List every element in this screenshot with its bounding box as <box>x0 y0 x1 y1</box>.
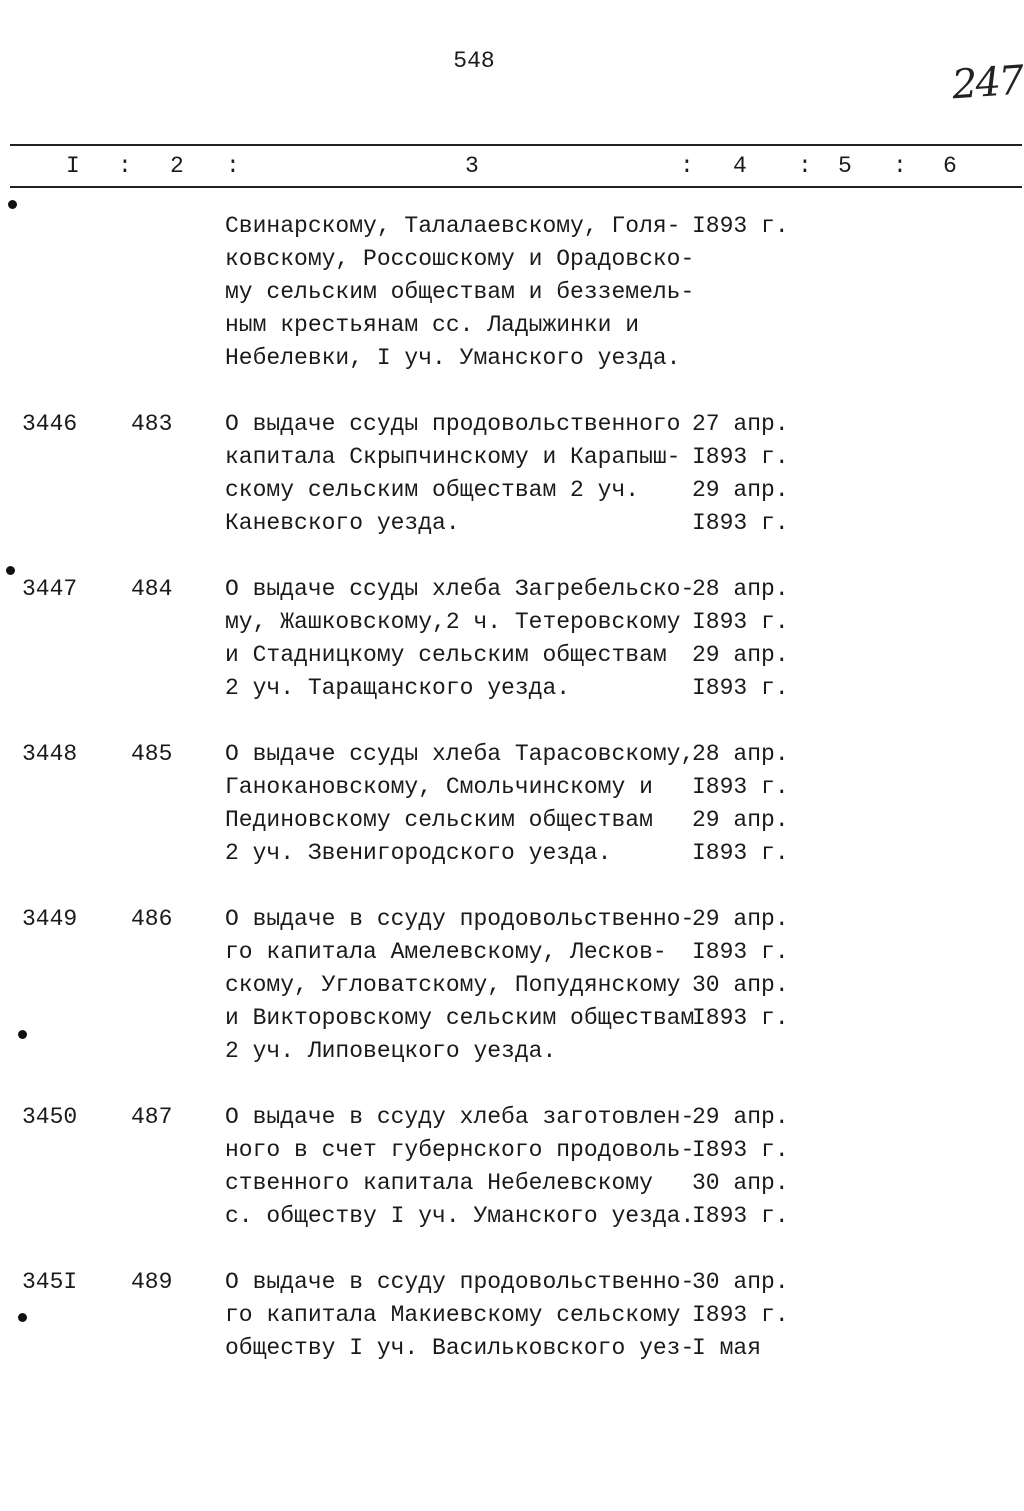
entry-row <box>0 210 1024 375</box>
title-line: го капитала Амелевскому, Лесков- <box>225 939 667 965</box>
title-line: скому, Угловатскому, Попудянскому <box>225 972 681 998</box>
date-line: 30 апр. <box>692 972 789 998</box>
column-separator: : <box>798 153 812 179</box>
date-line: I мая <box>692 1335 762 1361</box>
column-separator: : <box>893 153 907 179</box>
file-number: 484 <box>131 576 173 602</box>
entry-row <box>0 573 1024 705</box>
date-line: 30 апр. <box>692 1170 789 1196</box>
entry-row <box>0 1101 1024 1233</box>
column-header-5: 5 <box>838 153 852 179</box>
scan-dot <box>6 566 15 575</box>
entry-dates <box>692 408 789 540</box>
header-top-rule <box>10 144 1022 146</box>
date-line: 29 апр. <box>692 642 789 668</box>
date-line: I893 г. <box>692 1137 789 1163</box>
entry-number: 3446 <box>22 411 78 437</box>
date-line: I893 г. <box>692 939 789 965</box>
date-line: 29 апр. <box>692 477 789 503</box>
file-number: 487 <box>131 1104 173 1130</box>
title-line: и Викторовскому сельским обществам <box>225 1005 695 1031</box>
title-line: Ганокановскому, Смольчинскому и <box>225 774 653 800</box>
date-line: 29 апр. <box>692 906 789 932</box>
date-line: I893 г. <box>692 1203 789 1229</box>
entry-number: 3449 <box>22 906 78 932</box>
title-line: ковскому, Россошскому и Орадовско- <box>225 246 695 272</box>
file-number: 485 <box>131 741 173 767</box>
column-header-2: 2 <box>170 153 184 179</box>
title-line: и Стадницкому сельским обществам <box>225 642 667 668</box>
file-number: 486 <box>131 906 173 932</box>
column-header-4: 4 <box>733 153 747 179</box>
file-number: 489 <box>131 1269 173 1295</box>
column-separator: : <box>118 153 132 179</box>
entry-title <box>225 903 695 1068</box>
header-bottom-rule <box>10 186 1022 188</box>
column-separator: : <box>680 153 694 179</box>
date-line: 30 апр. <box>692 1269 789 1295</box>
date-line: I893 г. <box>692 213 789 239</box>
date-line: I893 г. <box>692 1302 789 1328</box>
title-line: О выдаче ссуды хлеба Загребельско- <box>225 576 695 602</box>
date-line: 29 апр. <box>692 1104 789 1130</box>
date-line: I893 г. <box>692 675 789 701</box>
entry-title <box>225 210 695 375</box>
date-line: I893 г. <box>692 840 789 866</box>
title-line: го капитала Макиевскому сельскому <box>225 1302 681 1328</box>
date-line: I893 г. <box>692 1005 789 1031</box>
title-line: скому сельским обществам 2 уч. <box>225 477 640 503</box>
date-line: 27 апр. <box>692 411 789 437</box>
date-line: 28 апр. <box>692 741 789 767</box>
date-line: I893 г. <box>692 774 789 800</box>
entry-title <box>225 738 695 870</box>
entry-number: 3448 <box>22 741 78 767</box>
entry-title <box>225 408 687 540</box>
entry-title <box>225 1101 695 1233</box>
entry-dates <box>692 903 789 1035</box>
entry-dates <box>692 210 789 243</box>
entry-row <box>0 1266 1024 1365</box>
entry-dates <box>692 738 789 870</box>
column-header-1: I <box>66 153 80 179</box>
title-line: О выдаче в ссуду хлеба заготовлен- <box>225 1104 695 1130</box>
title-line: ственного капитала Небелевскому <box>225 1170 653 1196</box>
title-line: ным крестьянам сс. Ладыжинки и <box>225 312 640 338</box>
title-line: му, Жашковскому,2 ч. Тетеровскому <box>225 609 681 635</box>
inventory-entries <box>0 210 1024 1365</box>
date-line: 29 апр. <box>692 807 789 833</box>
entry-row <box>0 903 1024 1068</box>
title-line: обществу I уч. Васильковского уез- <box>225 1335 695 1361</box>
title-line: О выдаче ссуды хлеба Тарасовскому, <box>225 741 695 767</box>
title-line: Пединовскому сельским обществам <box>225 807 653 833</box>
archive-folio-number: 247 <box>950 57 1024 109</box>
title-line: Каневского уезда. <box>225 510 460 536</box>
entry-row <box>0 408 1024 540</box>
entry-row <box>0 738 1024 870</box>
entry-dates <box>692 1101 789 1233</box>
column-separator: : <box>226 153 240 179</box>
title-line: му сельским обществам и безземель- <box>225 279 695 305</box>
title-line: О выдаче в ссуду продовольственно- <box>225 906 695 932</box>
title-line: 2 уч. Звенигородского уезда. <box>225 840 612 866</box>
page-number: 548 <box>453 48 495 74</box>
column-header-3: 3 <box>465 153 479 179</box>
entry-dates <box>692 1266 789 1365</box>
file-number: 483 <box>131 411 173 437</box>
date-line: I893 г. <box>692 444 789 470</box>
date-line: 28 апр. <box>692 576 789 602</box>
entry-number: 3447 <box>22 576 78 602</box>
title-line: капитала Скрыпчинскому и Карапыш- <box>225 444 681 470</box>
entry-title <box>225 1266 695 1365</box>
date-line: I893 г. <box>692 609 789 635</box>
scan-dot <box>18 1313 27 1322</box>
date-line: I893 г. <box>692 510 789 536</box>
title-line: Небелевки, I уч. Уманского уезда. <box>225 345 681 371</box>
entry-number: 345I <box>22 1269 78 1295</box>
title-line: Свинарскому, Талалаевскому, Голя- <box>225 213 681 239</box>
scan-dot <box>18 1030 27 1039</box>
title-line: 2 уч. Таращанского уезда. <box>225 675 571 701</box>
scan-dot <box>8 200 17 209</box>
column-header-6: 6 <box>943 153 957 179</box>
entry-dates <box>692 573 789 705</box>
title-line: О выдаче ссуды продовольственного <box>225 411 681 437</box>
title-line: с. обществу I уч. Уманского уезда. <box>225 1203 695 1229</box>
title-line: 2 уч. Липовецкого уезда. <box>225 1038 557 1064</box>
title-line: ного в счет губернского продоволь- <box>225 1137 695 1163</box>
entry-number: 3450 <box>22 1104 78 1130</box>
entry-title <box>225 573 695 705</box>
title-line: О выдаче в ссуду продовольственно- <box>225 1269 695 1295</box>
